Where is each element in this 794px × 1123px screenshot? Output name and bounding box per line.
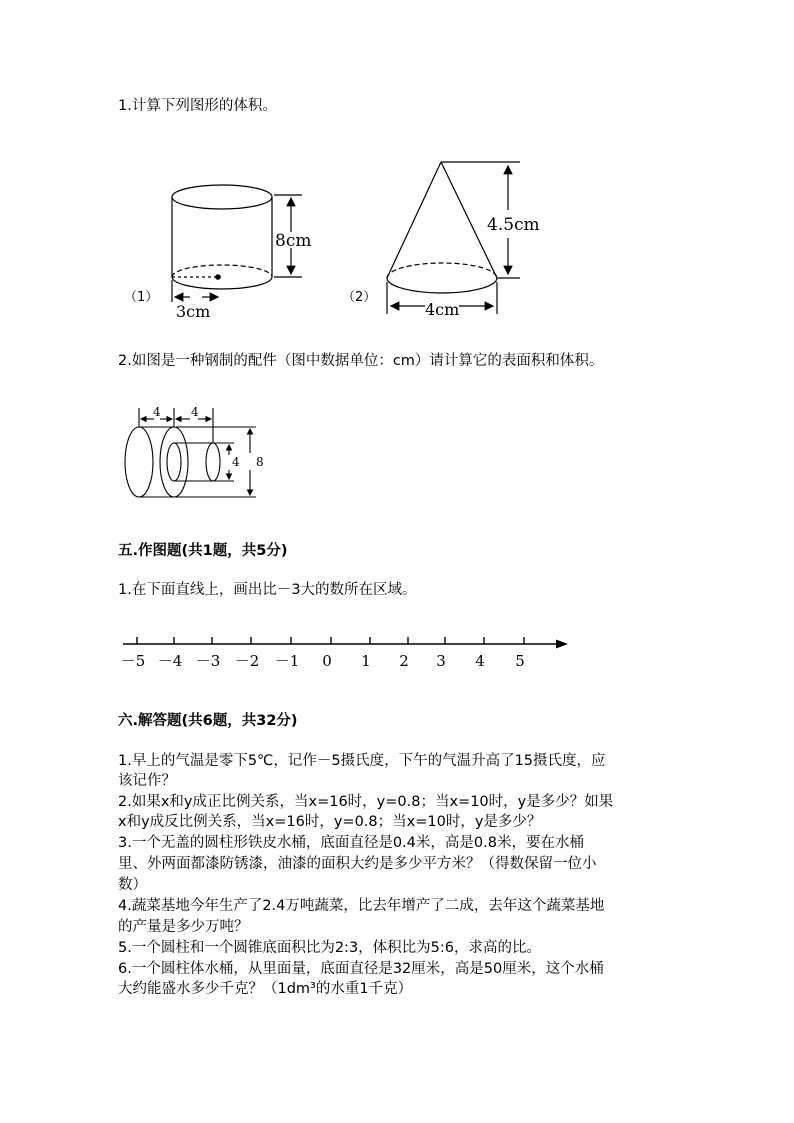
- answer-line: 里、外两面都漆防锈漆，油漆的面积大约是多少平方米？（得数保留一位小: [118, 856, 597, 872]
- answer-line: 2.如果x和y成正比例关系，当x=16时，y=0.8；当x=10时，y是多少？如果: [118, 794, 614, 810]
- number-line-label: －2: [234, 652, 260, 670]
- number-line-label: 2: [399, 652, 409, 670]
- section-6-heading: 六.解答题(共6题，共32分): [118, 713, 298, 729]
- answer-line: 4.蔬菜基地今年生产了2.4万吨蔬菜，比去年增产了二成，去年这个蔬菜基地: [118, 898, 605, 914]
- answer-line: 5.一个圆柱和一个圆锥底面积比为2:3，体积比为5:6，求高的比。: [118, 940, 542, 956]
- figure-2-number: （2）: [342, 290, 377, 305]
- number-line-label: 1: [361, 652, 371, 670]
- answer-line: 该记作？: [118, 773, 176, 789]
- part-big-diameter: 8: [256, 455, 264, 469]
- cone-diameter-label: 4cm: [425, 300, 460, 319]
- number-line-label: －5: [120, 652, 146, 670]
- number-line-label: 3: [436, 652, 446, 670]
- question-2-part-title: 2.如图是一种钢制的配件（图中数据单位：cm）请计算它的表面积和体积。: [118, 353, 604, 369]
- cone-height-label: 4.5cm: [487, 215, 540, 235]
- part-length-2: 4: [191, 405, 199, 419]
- number-line-label: －3: [195, 652, 221, 670]
- number-line-label: 0: [322, 652, 332, 670]
- question-1-volume-title: 1.计算下列图形的体积。: [118, 98, 277, 114]
- answer-line: 6.一个圆柱体水桶，从里面量，底面直径是32厘米，高是50厘米，这个水桶: [118, 961, 604, 977]
- answer-line: x和y成反比例关系，当x=16时，y=0.8；当x=10时，y是多少？: [118, 814, 542, 830]
- cylinder-height-label: 8cm: [275, 231, 312, 251]
- answer-line: 1.早上的气温是零下5℃，记作－5摄氏度，下午的气温升高了15摄氏度，应: [118, 753, 606, 769]
- cylinder-radius-label: 3cm: [176, 302, 211, 321]
- answer-line: 3.一个无盖的圆柱形铁皮水桶，底面直径是0.4米，高是0.8米，要在水桶: [118, 835, 584, 851]
- answer-line: 的产量是多少万吨？: [118, 919, 249, 935]
- answer-line: 大约能盛水多少千克？（1dm³的水重1千克）: [118, 981, 413, 997]
- section-5-question-1: 1.在下面直线上，画出比－3大的数所在区域。: [118, 582, 417, 598]
- figure-1-number: （1）: [124, 290, 159, 305]
- part-length-1: 4: [153, 405, 161, 419]
- section-5-heading: 五.作图题(共1题，共5分): [118, 543, 288, 559]
- number-line-label: 5: [515, 652, 525, 670]
- number-line-label: －1: [274, 652, 300, 670]
- number-line-label: －4: [157, 652, 183, 670]
- answer-line: 数）: [118, 877, 147, 893]
- part-small-diameter: 4: [232, 455, 240, 469]
- number-line-label: 4: [475, 652, 485, 670]
